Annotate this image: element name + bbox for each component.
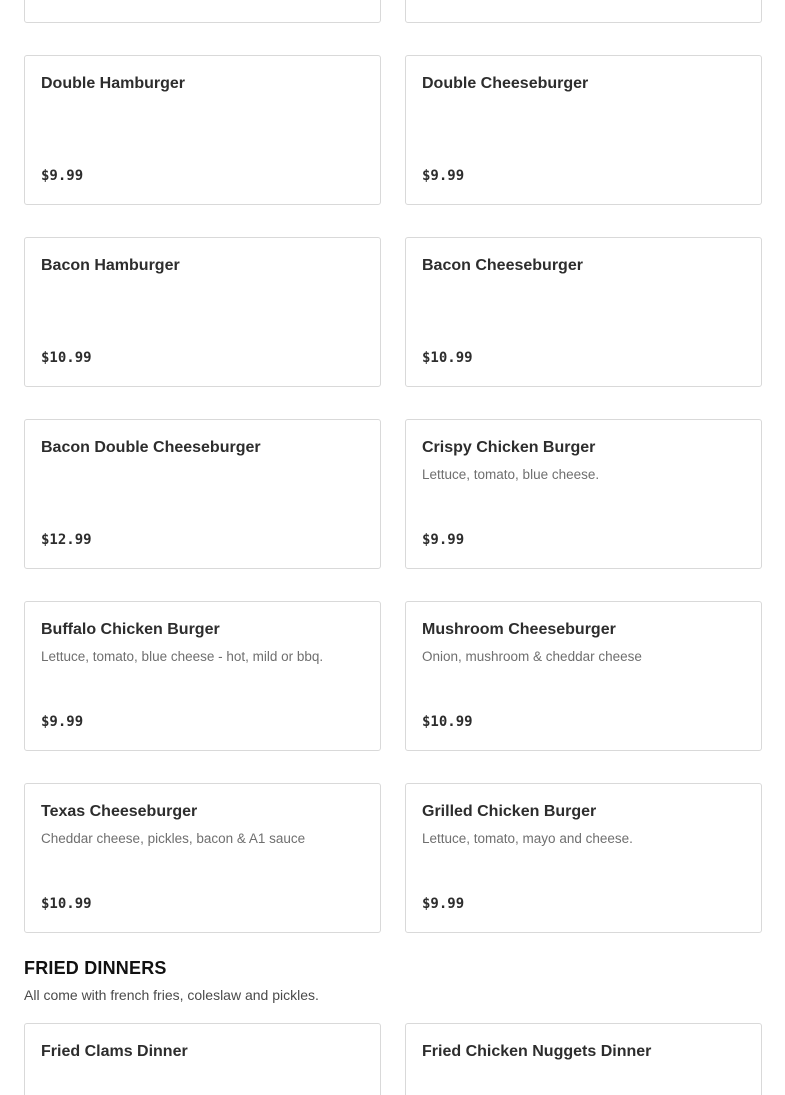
item-price: $9.99: [41, 714, 84, 730]
item-name: Crispy Chicken Burger: [422, 439, 596, 456]
item-price: $12.99: [41, 532, 92, 548]
item-name: Fried Clams Dinner: [41, 1043, 188, 1060]
item-name: Grilled Chicken Burger: [422, 803, 597, 820]
item-price: $10.99: [422, 714, 473, 730]
item-name: Double Cheeseburger: [422, 75, 589, 92]
section-description: All come with french fries, coleslaw and pickles.: [24, 987, 319, 1003]
menu-item-card[interactable]: [24, 0, 381, 23]
item-name: Mushroom Cheeseburger: [422, 621, 616, 638]
item-price: $9.99: [422, 532, 465, 548]
item-description: Onion, mushroom & cheddar cheese: [422, 649, 642, 664]
item-price: $9.99: [41, 168, 84, 184]
menu-item-card[interactable]: [405, 237, 762, 387]
item-name: Double Hamburger: [41, 75, 186, 92]
menu-item-card[interactable]: [405, 783, 762, 933]
item-price: $10.99: [41, 896, 92, 912]
item-description: Cheddar cheese, pickles, bacon & A1 sauce: [41, 831, 306, 846]
item-price: $10.99: [422, 350, 473, 366]
item-name: Texas Cheeseburger: [41, 803, 198, 820]
menu-item-card[interactable]: [24, 237, 381, 387]
item-description: Lettuce, tomato, mayo and cheese.: [422, 831, 633, 846]
menu-item-card[interactable]: [24, 1023, 381, 1095]
item-description: Lettuce, tomato, blue cheese.: [422, 467, 600, 482]
item-name: Fried Chicken Nuggets Dinner: [422, 1043, 652, 1060]
section-title: FRIED DINNERS: [24, 958, 167, 978]
menu-item-card[interactable]: [24, 783, 381, 933]
menu-item-card[interactable]: [405, 1023, 762, 1095]
menu-item-card[interactable]: [24, 601, 381, 751]
item-name: Bacon Double Cheeseburger: [41, 439, 261, 456]
menu-item-card[interactable]: [405, 419, 762, 569]
menu-item-card[interactable]: [405, 0, 762, 23]
menu-item-card[interactable]: [405, 601, 762, 751]
menu-item-card[interactable]: [24, 419, 381, 569]
item-price: $9.99: [422, 896, 465, 912]
item-name: Bacon Hamburger: [41, 257, 180, 274]
menu-item-card[interactable]: [24, 55, 381, 205]
menu-item-card[interactable]: [405, 55, 762, 205]
item-price: $9.99: [422, 168, 465, 184]
item-name: Bacon Cheeseburger: [422, 257, 583, 274]
item-description: Lettuce, tomato, blue cheese - hot, mild or bbq.: [41, 649, 324, 664]
item-name: Buffalo Chicken Burger: [41, 621, 220, 638]
item-price: $10.99: [41, 350, 92, 366]
